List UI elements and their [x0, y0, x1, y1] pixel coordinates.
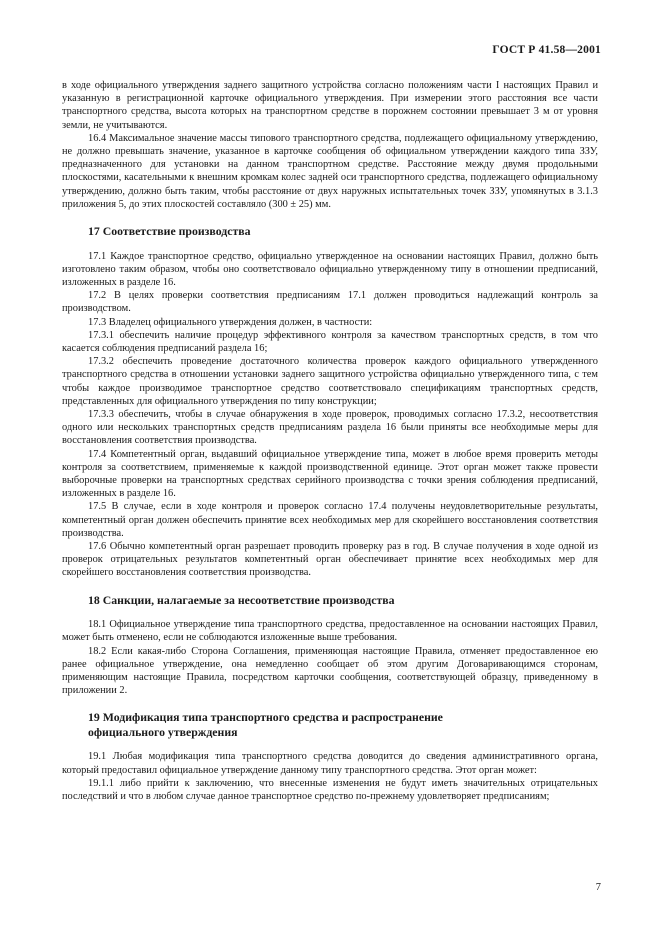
paragraph-18-1: 18.1 Официальное утверждение типа транспортного средства, предоставленное на основании настоящих Правил, может быть отменено, если не соблюдаются изложенные выше требования.: [62, 619, 598, 644]
paragraph-16-4: 16.4 Максимальное значение массы типового транспортного средства, подлежащего официальному утверждению, не должно превышать значение, указанное в карточке сообщения об официальном утверждении каждого типа ЗЗУ, предназначенного для установки на данном транспортном средстве. Расстояние между двумя продольными плоскостями, касательными к внешним кромкам колес задней оси транспортного средства, подлежащего официальному утверждению, должно быть таким, чтобы расстояние от двух наружных испытательных точек ЗЗУ, упомянутых в 3.1.3 приложения 5, до этих плоскостей составляло (300 ± 25) мм.: [62, 132, 598, 210]
page-number: 7: [595, 882, 601, 893]
paragraph-17-1: 17.1 Каждое транспортное средство, официально утвержденное на основании настоящих Правил, должно быть изготовлено таким образом, чтобы оно соответствовало официально утвержденному типу в отношении предписаний, изложенных в разделе 16.: [62, 250, 598, 288]
section-17-heading: 17 Соответствие производства: [88, 224, 251, 239]
section-19-heading: [62, 710, 598, 739]
paragraph-17-2: 17.2 В целях проверки соответствия предписаниям 17.1 должен проводиться надлежащий контроль за производством.: [62, 290, 598, 315]
paragraph-18-2: 18.2 Если какая-либо Сторона Соглашения, применяющая настоящие Правила, отменяет предоставленное ею ранее официальное утверждение, она немедленно сообщает об этом другим Договаривающимся сторонам, применяющим настоящие Правила, посредством карточки сообщения, соответствующей образцу, приведенному в приложении 2.: [62, 645, 598, 697]
paragraph-19-1: 19.1 Любая модификация типа транспортного средства доводится до сведения административного органа, который предоставил официальное утверждение данному типу транспортного средства. Этот орган может:: [62, 751, 598, 776]
section-19-heading-line2: официального утверждения: [88, 724, 238, 739]
section-18-heading: 18 Санкции, налагаемые за несоответствие производства: [88, 592, 395, 607]
paragraph-17-3-3: 17.3.3 обеспечить, чтобы в случае обнаружения в ходе проверок, проводимых согласно 17.3.2, несоответствия одного или нескольких транспортных средств предписаниям раздела 16 были приняты все необходимые меры для восстановления соответствия производства.: [62, 408, 598, 447]
paragraph-17-3-1: 17.3.1 обеспечить наличие процедур эффективного контроля за качеством транспортных средств, в том что касается соблюдения предписаний раздела 16;: [62, 329, 598, 354]
paragraph-17-3-2: 17.3.2 обеспечить проведение достаточного количества проверок каждого официального утвержденного транспортного средства в отношении установки заднего защитного устройства официально утвержденного типа, с тем чтобы каждое производимое транспортное средство соответствовало спецификациям транспортных средств, представленных для официального утверждения по типу конструкции;: [62, 356, 598, 407]
paragraph-continuation: в ходе официального утверждения заднего защитного устройства согласно положениям части I настоящих Правил и указанную в регистрационной карточке официального утверждения. При измерении этого расстояния все части транспортного средства, высота которых на транспортном средстве в порожнем состоянии превышает 3 м от уровня земли, не учитываются.: [62, 80, 598, 131]
paragraph-19-1-1: 19.1.1 либо прийти к заключению, что внесенные изменения не будут иметь значительных отрицательных последствий и что в любом случае данное транспортное средство по-прежнему удовлетворяет предписаниям;: [62, 777, 598, 802]
paragraph-17-3: 17.3 Владелец официального утверждения должен, в частности:: [88, 316, 373, 328]
paragraph-17-4: 17.4 Компетентный орган, выдавший официальное утверждение типа, может в любое время проверить методы контроля за соответствием, применяемые к каждой производственной единице. Этот орган может также провести выборочные проверки на транспортных средствах серийного производства с точки зрения соблюдения предписаний, изложенных в разделе 16.: [62, 448, 598, 500]
section-19-heading-line1: 19 Модификация типа транспортного средства и распространение: [88, 710, 443, 725]
page-content: [62, 79, 598, 803]
paragraph-17-6: 17.6 Обычно компетентный орган разрешает проводить проверку раз в год. В случае получения в ходе одной из проверок отрицательных результатов компетентный орган обеспечивает принятие всех необходимых мер для скорейшего восстановления соответствия производства.: [62, 541, 598, 579]
paragraph-17-5: 17.5 В случае, если в ходе контроля и проверок согласно 17.4 получены неудовлетворительные результаты, компетентный орган должен обеспечить принятие всех необходимых мер для скорейшего восстановления соответствия производства.: [62, 501, 598, 539]
document-code: ГОСТ Р 41.58—2001: [492, 44, 601, 56]
